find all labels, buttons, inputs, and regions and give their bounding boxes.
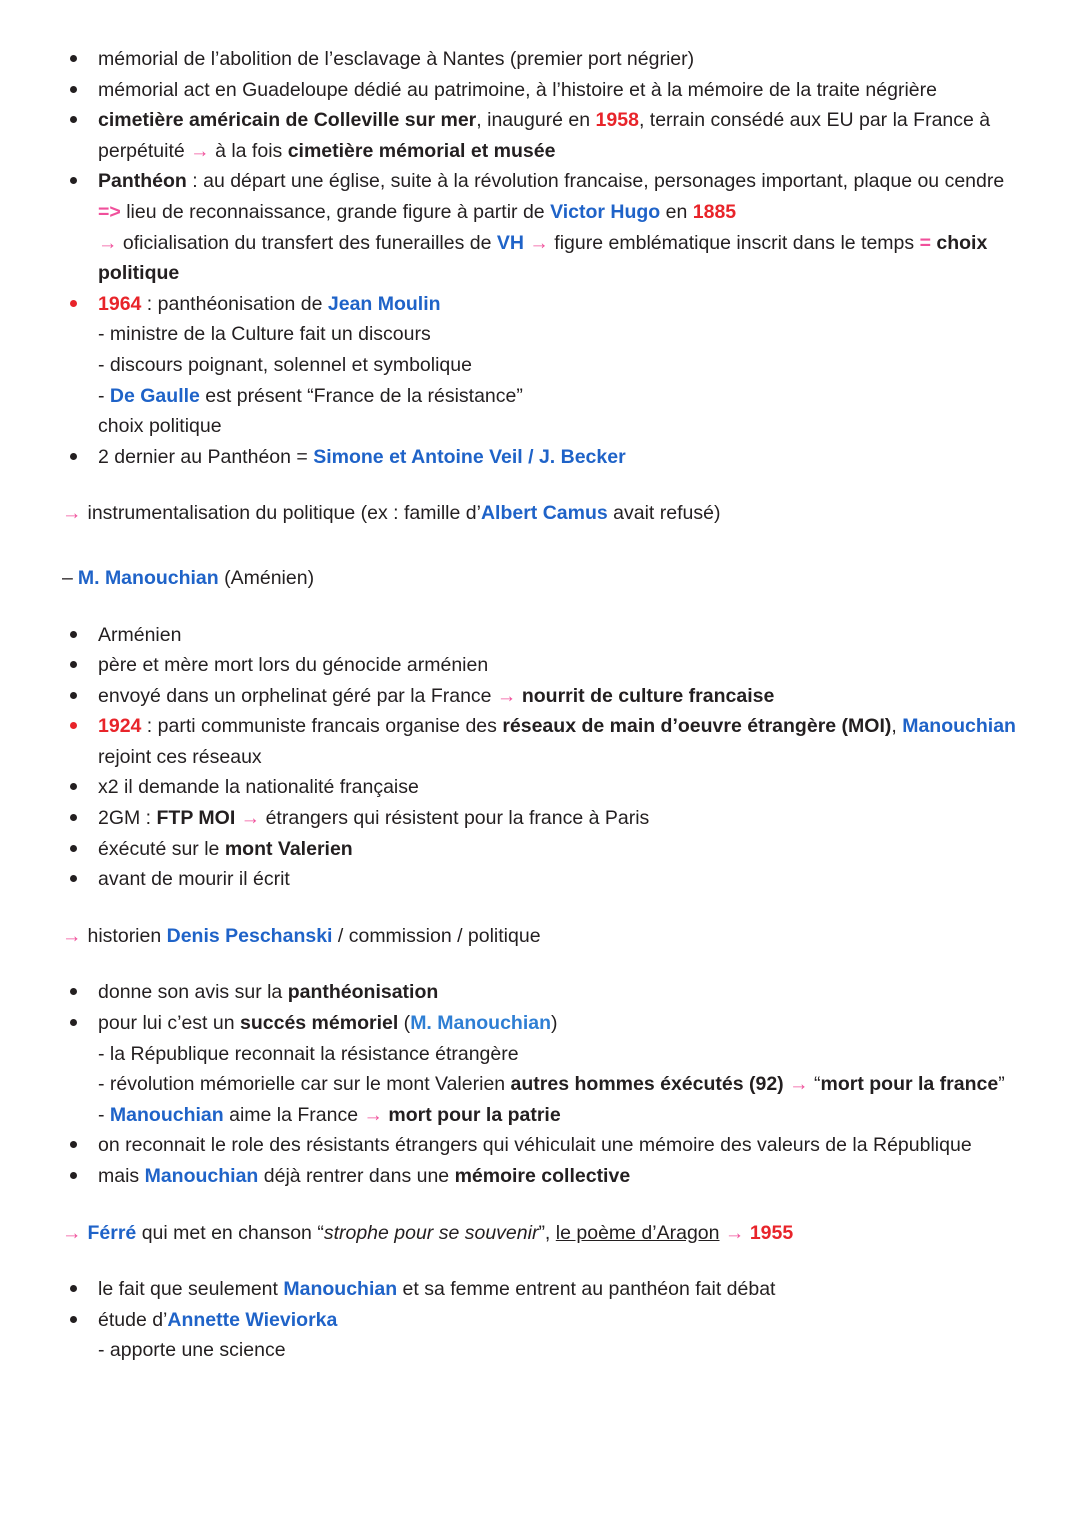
arrow-icon: → [62,502,82,525]
equals-icon: = [919,231,931,254]
subline [98,381,1018,412]
pantheon-t5: oficialisation du transfert des funerailles de [117,231,497,254]
implies-icon: => [98,200,121,223]
bullet-dot [70,1019,77,1026]
song-title: strophe pour se souvenir [323,1221,539,1244]
etude-t1: étude d’ [98,1308,168,1331]
orphelinat-t1: envoyé dans un orphelinat géré par la France [98,684,497,707]
list-item [62,1130,1018,1161]
list-item [62,681,1018,712]
name-jean-moulin: Jean Moulin [327,292,441,315]
arrow-icon: → [62,924,82,947]
deux-derniers-t1: 2 dernier au Panthéon = [98,445,314,468]
bullet-dot [70,814,77,821]
year-1955: 1955 [749,1221,794,1244]
arrow-icon: → [363,1103,383,1126]
nourrit-culture-francaise: nourrit de culture francaise [516,684,775,707]
spacer [62,895,1018,921]
name-victor-hugo: Victor Hugo [550,200,661,223]
list-item [62,75,1018,106]
ftp-moi-label: FTP MOI [156,807,236,830]
arrow-icon: → [724,1221,745,1244]
execute-t1: éxécuté sur le [98,837,225,860]
bullet-dot [70,55,77,62]
debat-t2: et sa femme entrent au panthéon fait débat [397,1278,776,1301]
avant-de-mourir-text: avant de mourir il écrit [98,868,290,891]
subline: - discours poignant, solennel et symbolique [98,353,472,376]
list-item [62,620,1018,651]
pantheon-t6: figure emblématique inscrit dans le temps [548,231,920,254]
memoire-t2: déjà rentrer dans une [258,1165,455,1187]
spacer [62,1248,1018,1274]
subline: - la République reconnait la résistance étrangère [98,1042,519,1065]
list-item [62,1305,1018,1366]
name-manouchian: Manouchian [109,1103,224,1126]
list-item [62,834,1018,865]
year-1885: 1885 [692,200,737,223]
peschanski-list [62,977,1018,1191]
heading-manouchian [62,563,1018,594]
name-albert-camus: Albert Camus [480,502,608,525]
memoire-t1: mais [98,1165,145,1187]
avis-t1: donne son avis sur la [98,981,288,1004]
name-manouchian: Manouchian [144,1165,259,1187]
role-resistants-text: on reconnait le role des résistants étrangers qui véhiculait une mémoire des valeurs de la République [98,1134,972,1157]
list-item [62,650,1018,681]
bullet-dot-red [70,722,77,729]
instrumentalisation-t2: avait refusé) [607,502,721,525]
year-1924: 1924 [98,715,142,738]
list-item [62,105,1018,166]
name-m-manouchian: M. Manouchian [77,566,219,589]
pantheonisation-t1: : panthéonisation de [141,292,328,315]
arrow-icon: → [62,1221,82,1244]
aime-t1: - [98,1103,110,1126]
cimetiere-memorial-musee: cimetière mémorial et musée [287,139,556,162]
arrow-icon: → [240,807,261,830]
autres-hommes-executes: autres hommes éxécutés (92) [510,1073,784,1096]
arrow-icon: → [98,231,118,254]
subline [98,1069,1018,1100]
revolution-t1: - révolution mémorielle car sur le mont Valerien [98,1073,511,1096]
memorials-list [62,44,1018,472]
name-vh: VH [496,231,524,254]
pantheon-label: Panthéon [98,170,187,193]
name-m-manouchian: M. Manouchian [410,1012,552,1035]
de-gaulle-suffix: est présent “France de la résistance” [199,384,523,407]
ferre-t2: ”, [538,1221,556,1244]
memoire-collective: mémoire collective [454,1165,631,1187]
bullet-dot [70,86,77,93]
bullet-dot [70,692,77,699]
name-annette-wieviorka: Annette Wieviorka [167,1308,338,1331]
reseaux-moi: réseaux de main d’oeuvre étrangère (MOI) [502,715,892,738]
bullet-dot [70,845,77,852]
list-item [62,1008,1018,1130]
manouchian-origin: (Aménien) [218,566,315,589]
subline-prefix: - [98,384,110,407]
subline: - apporte une science [98,1339,286,1362]
arrow-icon: → [529,231,549,254]
ftp-moi-t2: étrangers qui résistent pour la france à Paris [260,807,650,830]
bullet-dot [70,783,77,790]
memorial-nantes-text: mémorial de l’abolition de l’esclavage à Nantes (premier port négrier) [98,48,695,70]
succes-memoriel-label: succés mémoriel [240,1012,399,1035]
subline [98,1100,1018,1131]
bullet-dot [70,988,77,995]
spacer [62,472,1018,498]
mort-pour-la-france: mort pour la france [820,1073,999,1096]
list-item [62,772,1018,803]
year-1958: 1958 [595,109,639,132]
mont-valerien: mont Valerien [224,837,353,860]
aime-t2: aime la France [223,1103,364,1126]
bullet-dot [70,1141,77,1148]
arrow-icon: → [190,139,210,162]
cimetiere-colleville-t3: , terrain consédé aux EU par la France à perpétuité [98,109,991,162]
peschanski-t1: historien [87,924,167,947]
moi-t1: : parti communiste francais organise des [141,715,503,738]
list-item [62,44,1018,75]
subline: choix politique [98,415,222,438]
armenien-text: Arménien [98,623,182,646]
list-item [62,803,1018,834]
cimetiere-colleville-t4: à la fois [209,139,288,162]
choix-politique: choix politique [98,231,988,285]
name-denis-peschanski: Denis Peschanski [166,924,333,947]
parents-genocide-text: père et mère mort lors du génocide arménien [98,654,489,677]
bullet-dot [70,875,77,882]
poeme-aragon: le poème d’Aragon [555,1221,720,1244]
cimetiere-colleville-t2: , inauguré en [476,109,596,132]
bullet-dot [70,453,77,460]
nationalite-text: x2 il demande la nationalité française [98,776,419,799]
succes-t1: pour lui c’est un [98,1012,240,1035]
spacer [62,1192,1018,1218]
memorial-act-guadeloupe-text: mémorial act en Guadeloupe dédié au patrimoine, à l’histoire et à la mémoire de la traite négrière [98,78,937,101]
spacer [62,594,1018,620]
name-de-gaulle: De Gaulle [109,384,200,407]
dash-icon: – [62,566,73,589]
subline: - ministre de la Culture fait un discours [98,323,431,346]
line-peschanski [62,921,1018,952]
ferre-t1: qui met en chanson “ [136,1221,324,1244]
spacer [62,951,1018,977]
revolution-t3: ” [998,1073,1005,1096]
year-1964: 1964 [98,292,142,315]
cimetiere-colleville-name: cimetière américain de Colleville sur mer [98,109,477,132]
list-item [62,442,1018,473]
moi-t3: rejoint ces réseaux [98,745,262,768]
arrow-icon: → [496,684,517,707]
peschanski-t2: / commission / politique [332,924,541,947]
list-item [62,1161,1018,1192]
debat-t1: le fait que seulement [98,1278,284,1301]
moi-t2: , [891,715,903,738]
list-item [62,1274,1018,1305]
name-manouchian: Manouchian [283,1278,398,1301]
arrow-icon: → [789,1073,809,1096]
name-ferre: Férré [87,1221,137,1244]
list-item [62,864,1018,895]
bullet-dot [70,631,77,638]
line-instrumentalisation [62,498,1018,529]
bullet-dot [70,661,77,668]
list-item [62,166,1018,288]
manouchian-list [62,620,1018,895]
list-item [62,977,1018,1008]
bullet-dot [70,1172,77,1179]
bullet-dot [70,1285,77,1292]
names-veil-becker: Simone et Antoine Veil / J. Becker [313,445,626,468]
instrumentalisation-t1: instrumentalisation du politique (ex : famille d’ [87,502,481,525]
name-manouchian: Manouchian [902,715,1016,738]
revolution-t2: “ [808,1073,821,1096]
spacer [62,529,1018,563]
pantheon-t3: lieu de reconnaissance, grande figure à partir de [120,200,551,223]
bullet-dot [70,177,77,184]
pantheon-continued [98,228,1018,289]
bullet-dot [70,1316,77,1323]
line-ferre [62,1218,1018,1249]
pantheon-t4: en [660,200,693,223]
bullet-dot [70,116,77,123]
pantheon-t2: : au départ une église, suite à la révolution francaise, personages important, plaque ou cendre [186,170,1005,193]
list-item [62,711,1018,772]
bullet-dot-red [70,300,77,307]
succes-t3: ) [551,1012,558,1035]
succes-t2: ( [398,1012,411,1035]
debat-list [62,1274,1018,1366]
mort-pour-la-patrie: mort pour la patrie [383,1103,561,1126]
ftp-moi-t1: 2GM : [98,807,157,830]
pantheonisation-label: panthéonisation [287,981,439,1004]
list-item [62,289,1018,442]
